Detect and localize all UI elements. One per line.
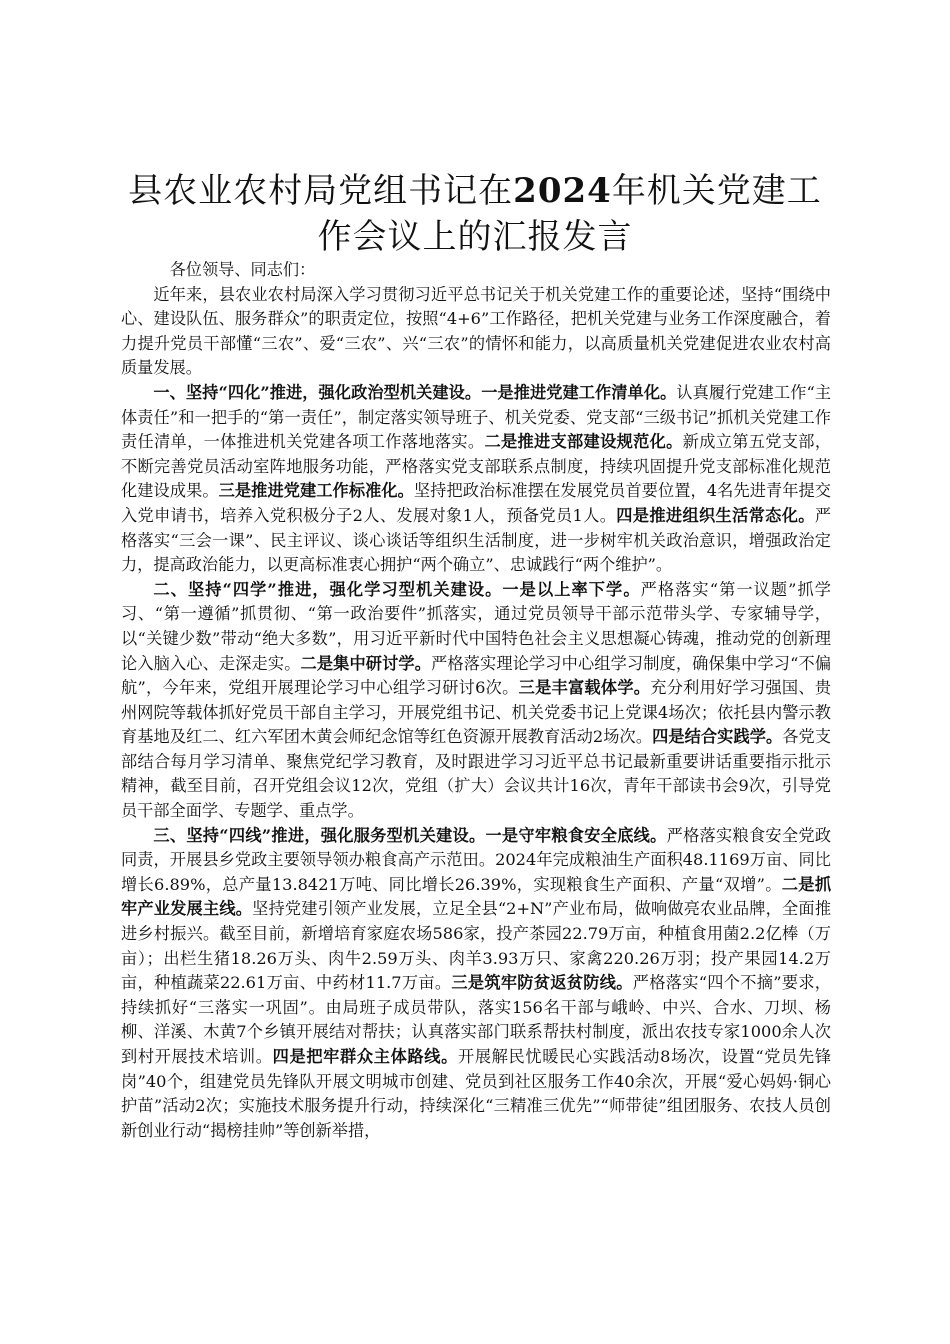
salutation: 各位领导、同志们： <box>169 260 316 279</box>
section-1-paragraph <box>121 381 831 578</box>
intro-paragraph: 近年来，县农业农村局深入学习贯彻习近平总书记关于机关党建工作的重要论述，坚持“围绕中心、建设队伍、服务群众”的职责定位，按照“4+6”工作路径，把机关党建与业务工作深度融合，着力提升党员干部懂“三农”、爱“三农”、兴“三农”的情怀和能力，以高质量机关党建促进农业农村高质量发展。 <box>121 284 831 378</box>
section-2-point-4-title: 四是结合实践学。 <box>652 727 783 747</box>
section-1-point-2-text: 新成立第五党支部，不断完善党员活动室阵地服务功能，严格落实党支部联系点制度，持续巩固提升党支部标准化规范化建设成果。 <box>121 432 832 501</box>
section-3-point-4-title: 四是把牢群众主体路线。 <box>272 1047 458 1066</box>
section-2-point-3-text: 充分利用好学习强国、贵州网院等载体抓好党员干部自主学习，开展党组书记、机关党委书记上党课4场次；依托县内警示教育基地及红二、红六军团木黄会师纪念馆等红色资源开展教育活动2场次。 <box>121 678 832 747</box>
section-2-point-3-title: 三是丰富载体学。 <box>518 678 651 698</box>
section-1-heading: 一、坚持“四化”推进，强化政治型机关建设。 <box>153 382 482 402</box>
section-2-point-1-text: 严格落实“第一议题”抓学习、“第一遵循”抓贯彻、“第一政治要件”抓落实，通过党员领导干部示范带头学、专家辅导学，以“关键少数”带动“绝大多数”，用习近平新时代中国特色社会主义思想凝心铸魂，推动党的创新理论入脑入心、走深走实。 <box>121 579 831 673</box>
section-3-point-2-text: 坚持党建引领产业发展，立足全县“2+N”产业布局，做响做亮农业品牌，全面推进乡村振兴。截至目前，新增培育家庭农场586家，投产茶园22.79万亩，种植食用菌2.2亿棒（万亩）；出栏生猪18.26万头、肉牛2.59万头、肉羊3.93万只、家禽220.26万羽；投产果园14.2万亩，种植蔬菜22.61万亩、中药材11.7万亩。 <box>121 899 832 993</box>
document-body <box>121 258 831 1143</box>
section-1-point-1-text: 认真履行党建工作“主体责任”和一把手的“第一责任”，制定落实领导班子、机关党委、党支部“三级书记”抓机关党建工作责任清单，一体推进机关党建各项工作落地落实。 <box>121 382 832 452</box>
section-3-point-2-title: 二是抓牢产业发展主线。 <box>121 874 832 919</box>
section-2-point-2-title: 二是集中研讨学。 <box>300 653 432 673</box>
section-2-point-1-title: 一是以上率下学。 <box>502 579 641 599</box>
section-1-point-2-title: 二是推进支部建设规范化。 <box>484 432 683 452</box>
title-part-1: 县农业农村局党组书记在 <box>128 171 514 211</box>
section-2-point-2-text: 严格落实理论学习中心组学习制度，确保集中学习“不偏航”，今年来，党组开展理论学习中心组学习研讨6次。 <box>121 653 832 698</box>
title-year: 2024 <box>513 171 612 211</box>
section-1-point-4-title: 四是推进组织生活常态化。 <box>616 505 815 525</box>
section-3-point-1-title: 一是守牢粮食安全底线。 <box>485 825 667 845</box>
section-1-point-3-text: 坚持把政治标准摆在发展党员首要位置，4名先进青年提交入党申请书，培养入党积极分子2人、发展对象1人，预备党员1人。 <box>121 481 831 525</box>
document-title <box>120 168 830 260</box>
section-2-paragraph <box>121 578 831 824</box>
section-1-point-3-title: 三是推进党建工作标准化。 <box>218 481 414 501</box>
section-2-point-4-text: 各党支部结合每月学习清单、聚焦党纪学习教育，及时跟进学习习近平总书记最新重要讲话重要指示批示精神，截至目前，召开党组会议12次，党组（扩大）会议共计16次，青年干部读书会9次，引导党员干部全面学、专题学、重点学。 <box>121 727 832 821</box>
section-2-heading: 二、坚持“四学”推进，强化学习型机关建设。 <box>153 579 503 599</box>
section-3-paragraph <box>121 824 831 1144</box>
section-3-point-3-text: 严格落实“四个不摘”要求，持续抓好“三落实一巩固”。由局班子成员带队，落实156名干部与峨岭、中兴、合水、刀坝、杨柳、洋溪、木黄7个乡镇开展结对帮扶；认真落实部门联系帮扶村制度，派出农技专家1000余人次到村开展技术培训。 <box>121 973 831 1066</box>
section-1-point-1-title: 一是推进党建工作清单化。 <box>481 382 677 402</box>
section-1-point-4-text: 严格落实“三会一课”、民主评议、谈心谈话等组织生活制度，进一步树牢机关政治意识，增强政治定力，提高政治能力，以更高标准衷心拥护“两个确立”、忠诚践行“两个维护”。 <box>121 505 832 575</box>
section-3-point-1-text: 严格落实粮食安全党政同责，开展县乡党政主要领导领办粮食高产示范田。2024年完成粮油生产面积48.1169万亩、同比增长6.89%，总产量13.8421万吨、同比增长26.39%，实现粮食生产面积、产量“双增”。 <box>121 825 832 894</box>
section-3-point-3-title: 三是筑牢防贫返贫防线。 <box>451 973 633 993</box>
section-3-point-4-text: 开展解民忧暖民心实践活动8场次，设置“党员先锋岗”40个，组建党员先锋队开展文明城市创建、党员到社区服务工作40余次，开展“爱心妈妈·铜心护苗”活动2次；实施技术服务提升行动，持续深化“三精准三优先”“师带徒”组团服务、农技人员创新创业行动“揭榜挂帅”等创新举措， <box>121 1047 832 1140</box>
title-part-2: 年机关党建工作会议上的汇报发言 <box>317 171 822 257</box>
section-3-heading: 三、坚持“四线”推进，强化服务型机关建设。 <box>153 825 486 845</box>
